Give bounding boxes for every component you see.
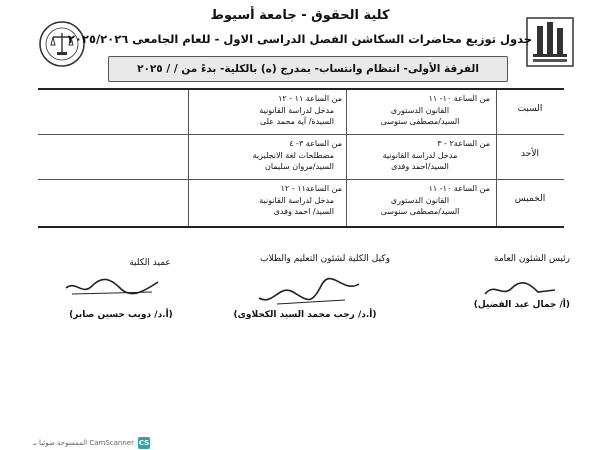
session-lecturer: السيد/مصطفى سنوسى [380,117,460,126]
signatory-name-left: (أ.د/ دويب حسين صابر) [69,310,173,320]
session-course: مصطلحات لغة الانجليزية [252,150,334,160]
signatory-name-right: (أ/ جمال عبد الفضيل) [473,300,570,310]
session-time: من الساعة ١٠- ١١ [428,184,490,193]
table-row [38,180,564,224]
session-course: مدخل لدراسة القانونية [259,105,334,115]
session-course: القانون الدستورى [390,105,450,115]
table-row [38,90,564,135]
schedule-table [38,88,564,228]
table-row [38,135,564,180]
class-banner: الفرقة الأولى- انتظام وانتساب- بمدرج (ه) بالكلية- بدءً من / / ٢٠٢٥ [108,56,508,82]
signatory-title-right: رئيس الشئون العامة [494,254,570,264]
session-lecturer: السيد/احمد وفدى [391,162,449,171]
scanner-watermark [0,436,150,450]
signature-left-icon [62,274,162,298]
camscanner-logo-icon: CS [138,439,150,447]
session-cell [350,93,490,128]
session-lecturer: السيد/مروان سليمان [264,162,334,171]
scanner-text: CamScanner الممسوحة ضوئيا بـ [32,439,134,447]
session-course: القانون الدستورى [390,195,450,205]
session-cell [192,183,342,218]
session-course: مدخل لدراسة القانونية [382,150,458,160]
day-label: السبت [517,104,543,114]
session-time: من الساعة١١ - ١٢ [280,184,342,193]
session-time: من الساعة ٣- ٤ [289,139,342,148]
signatory-name-middle: (أ.د/ رجب محمد السيد الكحلاوى) [233,310,377,320]
session-cell [192,138,342,173]
session-course: مدخل لدراسة القانونية [259,195,334,205]
session-cell [192,93,342,128]
schedule-title: جدول توزيع محاضرات السكاشن الفصل الدراسى الاول - للعام الجامعى ٢٠٢٥/٢٠٢٦ [67,32,533,46]
session-lecturer: السيد/ احمد وفدى [273,207,334,216]
session-time: من الساعة ١١ - ١٢ [278,94,342,103]
session-cell [350,138,490,173]
session-cell [350,183,490,218]
signature-right-icon [480,278,560,300]
session-time: من الساعة ١٠- ١١ [428,94,490,103]
signatory-title-left: عميد الكلية [129,258,171,268]
college-title: كلية الحقوق - جامعة أسيوط [210,8,390,23]
session-lecturer: السيد/مصطفى سنوسى [380,207,460,216]
day-label: الخميس [514,194,546,204]
signatory-title-middle: وكيل الكلية لشئون التعليم والطلاب [260,254,390,264]
session-time: من الساعة٢ - ٣ [437,139,490,148]
session-lecturer: السيدة/ آية محمد على [259,117,334,126]
signature-middle-icon [255,276,365,308]
day-label: الأحد [521,149,539,159]
